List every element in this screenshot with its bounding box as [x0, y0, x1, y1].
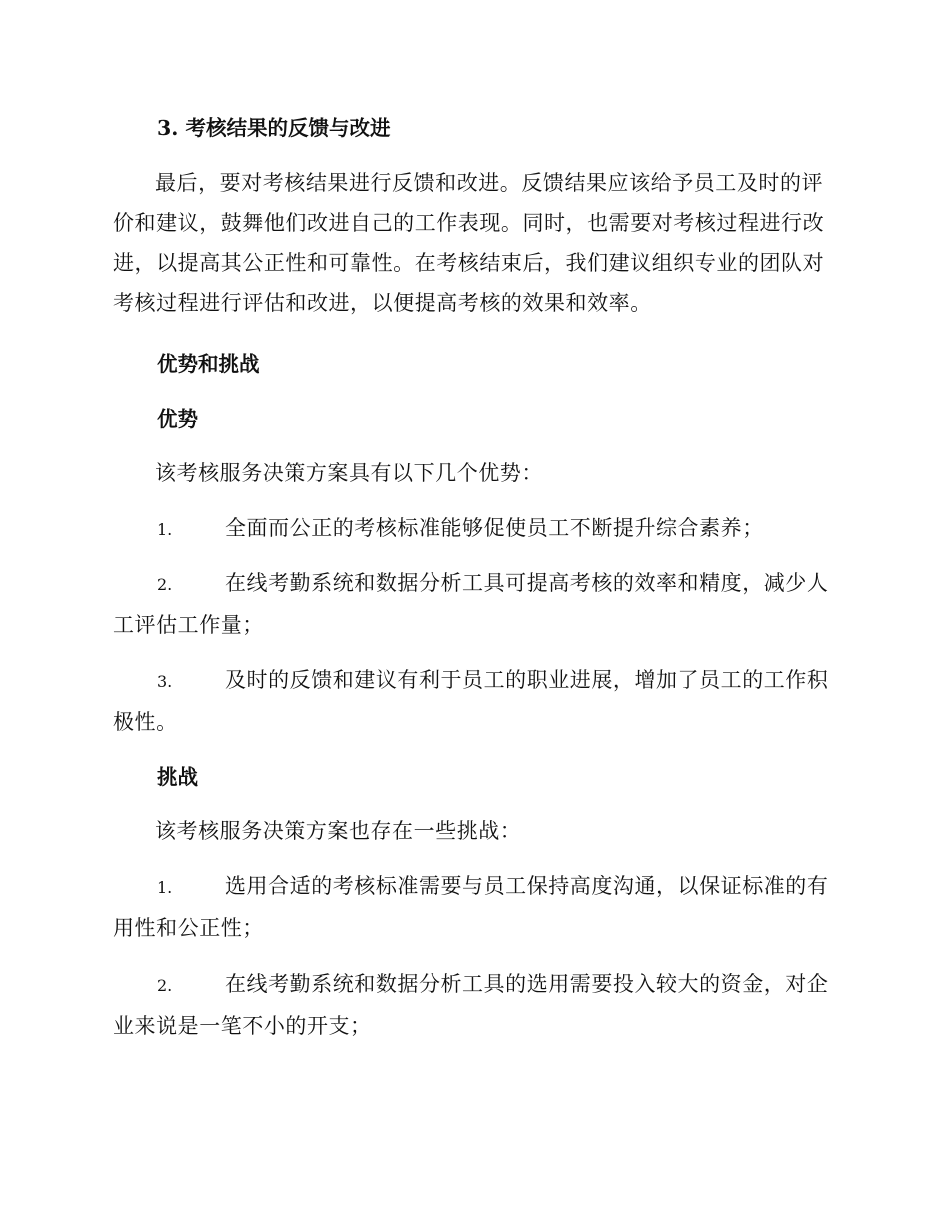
cons-list-item	[113, 866, 838, 948]
pros-intro: 该考核服务决策方案具有以下几个优势：	[155, 461, 543, 485]
list-text: 选用合适的考核标准需要与员工保持高度沟通，以保证标准的有用性和公正性；	[113, 874, 829, 940]
list-text: 在线考勤系统和数据分析工具可提高考核的效率和精度，减少人工评估工作量；	[113, 571, 829, 637]
pros-list-item	[113, 660, 838, 742]
list-number: 2.	[157, 575, 173, 594]
pros-cons-heading: 优势和挑战	[157, 352, 260, 376]
list-text: 在线考勤系统和数据分析工具的选用需要投入较大的资金，对企业来说是一笔不小的开支；	[113, 972, 829, 1038]
pros-heading: 优势	[157, 407, 198, 431]
cons-heading: 挑战	[157, 765, 198, 789]
list-text: 全面而公正的考核标准能够促使员工不断提升综合素养；	[225, 516, 764, 540]
list-number: 2.	[157, 976, 173, 995]
list-text: 及时的反馈和建议有利于员工的职业进展，增加了员工的工作积极性。	[113, 668, 829, 734]
list-number: 3.	[157, 672, 173, 691]
pros-list-item	[113, 563, 838, 645]
section3-heading: 3. 考核结果的反馈与改进	[157, 116, 391, 140]
list-number: 1.	[157, 878, 173, 897]
cons-list-item	[113, 964, 838, 1046]
list-number: 1.	[157, 520, 173, 539]
cons-intro: 该考核服务决策方案也存在一些挑战：	[155, 819, 522, 843]
section3-paragraph: 最后，要对考核结果进行反馈和改进。反馈结果应该给予员工及时的评价和建议，鼓舞他们改进自己的工作表现。同时，也需要对考核过程进行改进，以提高其公正性和可靠性。在考核结束后，我们建议组织专业的团队对考核过程进行评估和改进，以便提高考核的效果和效率。	[113, 171, 825, 315]
pros-list-item	[113, 508, 838, 550]
